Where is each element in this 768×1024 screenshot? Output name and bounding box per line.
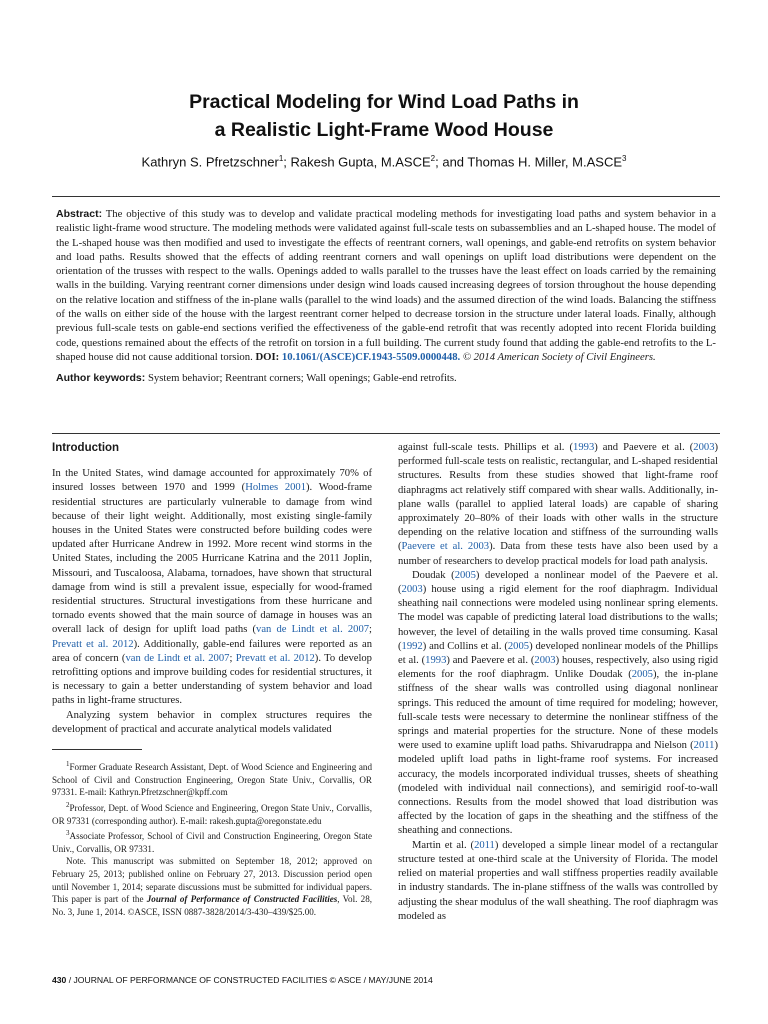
citation-link[interactable]: 2005 — [454, 569, 476, 581]
abstract-label: Abstract: — [56, 208, 103, 220]
citation-link[interactable]: Prevatt et al. 2012 — [52, 638, 134, 650]
citation-link[interactable]: 1993 — [425, 655, 447, 667]
abstract — [56, 207, 716, 364]
citation-link[interactable]: 2011 — [693, 740, 715, 752]
citation-link[interactable]: 2005 — [631, 669, 653, 681]
citation-link[interactable]: 2011 — [474, 839, 495, 851]
title-line-1: Practical Modeling for Wind Load Paths in — [189, 91, 579, 113]
abstract-text: The objective of this study was to develop and validate practical modeling methods for investigating load paths and system behavior in a realistic light-frame wood structure. The modeling methods were validated against full-scale tests on subassemblies and an L-shaped house. The model of the L-shaped house was then modified and used to investigate the effects of reentrant corners, wall openings, and gable-end retrofits on system behavior and load paths. Results showed that the effects of adding reentrant corners and wall openings on uplift load distributions were dependent on the orientation of the trusses with respect to the walls. Openings added to walls parallel to the trusses have the least effect on loads carried by the remaining walls in the building. Varying reentrant corner dimensions under design wind loads caused increasing degrees of torsion throughout the house depending on the relative location and stiffness of the in-plane walls (parallel to the wind loads) and the assumed direction of the wind loads. Balancing the stiffness of the walls on either side of the house with the largest reentrant corner helped to decrease torsion in the structure under lateral loads. Finally, although previous full-scale tests on gable-end sections verified the effectiveness of the gable-end retrofit that was recently adopted into recent Florida building code, questions remained about the effects of the retrofit on torsion in a full building. The current study found that adding the gable-end retrofits to the L-shaped house did not cause additional torsion. — [56, 208, 716, 363]
author-1: Kathryn S. Pfretzschner — [141, 154, 279, 170]
abstract-box — [52, 196, 720, 434]
doi-link[interactable]: 10.1061/(ASCE)CF.1943-5509.0000448. — [281, 350, 461, 363]
page-number: 430 — [52, 975, 67, 985]
left-column — [52, 441, 372, 918]
manuscript-note: Note. This manuscript was submitted on September 18, 2012; approved on February 25, 2013; published online on February 27, 2013. Discussion period open until November 1, 2014; separate discussions must be submitted for individual papers. This paper is part of the Journal of Performance of Constructed Facilities, Vol. 28, No. 3, June 1, 2014. ©ASCE, ISSN 0887-3828/2014/3-430–439/$25.00. — [52, 856, 373, 917]
citation-link[interactable]: 2003 — [534, 655, 556, 667]
author-1-sup: 1 — [278, 154, 284, 163]
footnote-2: $^2$Professor, Dept. of Wood Science and Engineering, Oregon State Univ., Corvallis, OR 97331 (corresponding author). E-mail: rakesh.gupta@oregonstate.edu — [52, 800, 372, 826]
body-paragraph-1: against full-scale tests. Phillips et al. (1993) and Paevere et al. (2003) performed full-scale tests on realistic, rectangular, and L-shaped residential structures. Results from these studies showed that light-frame roof diaphragms act relatively stiff compared with shear walls. Additionally, in-plane walls (parallel to applied lateral loads) are capable of sharing approximately 20–80% of their loads with other walls in the structure depending on the relative location and stiffness of the surrounding walls (Paevere et al. 2003). Data from these tests have also been used by a number of researchers to develop practical models for load path analysis. — [398, 442, 719, 567]
body-paragraph-2: Doudak (2005) developed a nonlinear model of the Paevere et al. (2003) house using a rigid element for the roof diaphragm. Individual sheathing nail connections were modeled using nonlinear spring elements. The model was capable of predicting lateral load distributions to the walls; however, the level of detailing in the walls proved time consuming. Kasal (1992) and Collins et al. (2005) developed nonlinear models of the Phillips et al. (1993) and Paevere et al. (2003) houses, respectively, also using rigid elements for the roof diaphragm. Unlike Doudak (2005), the in-plane stiffness of the shear walls was controlled using diagonal nonlinear springs. This reduced the amount of time required for modeling; however, full-scale tests were necessary to determine the nonlinear stiffness of the springs and material properties for the structure. None of these models were used to examine uplift load paths. Shivarudrappa and Nielson (2011) modeled uplift load paths in light-frame roof systems. For increased accuracy, the models incorporated individual trusses, sheets of sheathing (modeled with individual nail connections), and semirigid roof-to-wall connections. Results from the model showed that load distribution was affected by the location of gaps in the sheathing and the stiffness of the sheathing and connections. — [398, 569, 719, 837]
citation-link[interactable]: 2005 — [507, 640, 530, 652]
section-heading: Introduction — [52, 442, 120, 454]
keywords-label: Author keywords: — [56, 372, 146, 385]
author-3-sup: 3 — [622, 154, 627, 163]
author-2: ; Rakesh Gupta, M.ASCE — [283, 154, 431, 170]
citation-link[interactable]: 2003 — [401, 584, 423, 596]
intro-paragraph-2: Analyzing system behavior in complex structures requires the development of practical and accurate analytical models validated — [52, 709, 372, 735]
paper-title — [0, 88, 768, 144]
body-paragraph-3: Martin et al. (2011) developed a simple linear model of a rectangular structure tested at one-third scale at the University of Florida. The model relied on material properties and wall stiffness properties readily available in industry standards. The in-plane stiffness of the walls was controlled by adjusting the shear modulus of the wall sheathing. The roof diaphragm was modeled as — [398, 839, 718, 922]
citation-link[interactable]: Paevere et al. 2003 — [401, 541, 490, 553]
keywords — [56, 372, 716, 384]
footnote-1: $^1$Former Graduate Research Assistant, Dept. of Wood Science and Engineering and School of Civil and Construction Engineering, Oregon State Univ., Corvallis, OR 97331. E-mail: Kathryn.Pfretzschner@kpff.com — [52, 760, 372, 798]
copyright: © 2014 American Society of Civil Engineers. — [460, 350, 656, 363]
right-column — [398, 441, 718, 924]
author-2-sup: 2 — [430, 154, 436, 163]
intro-paragraph-1: In the United States, wind damage accounted for approximately 70% of insured losses between 1970 and 1999 (Holmes 2001). Wood-frame residential structures are particularly vulnerable to damage from wind because of their light weight. Additionally, most existing single-family houses in the United States were constructed before building codes were updated after Hurricane Andrew in 1992. More recent wind storms in the United States, including the 2005 Hurricane Katrina and the 2011 Joplin, Missouri, and Tuscaloosa, Alabama, tornadoes, have shown that structural damage from wind is still a prevalent issue, especially for wood-framed residential structures. Structural investigations from these hurricane and tornado events showed that the main source of damage in houses was an overall lack of design for uplift load paths (van de Lindt et al. 2007; Prevatt et al. 2012). Additionally, gable-end failures were reported as an area of concern (van de Lindt et al. 2007; Prevatt et al. 2012). To develop retrofitting options and improve building codes for residential structures, it is necessary to gain a better understanding of system behavior and load paths in light-frame structures. — [52, 468, 372, 707]
footnote-rule — [52, 749, 142, 750]
footnote-3: $^3$Associate Professor, School of Civil and Construction Engineering, Oregon State Univ., Corvallis, OR 97331. — [52, 829, 372, 854]
title-line-2: a Realistic Light-Frame Wood House — [214, 119, 554, 141]
keywords-text: System behavior; Reentrant corners; Wall openings; Gable-end retrofits. — [145, 372, 457, 385]
citation-link[interactable]: van de Lindt et al. 2007 — [256, 624, 370, 636]
citation-link[interactable]: 1992 — [401, 640, 423, 652]
author-line — [0, 154, 768, 169]
doi-label: DOI: — [255, 350, 280, 363]
page-footer — [52, 975, 720, 985]
citation-link[interactable]: 2003 — [693, 442, 715, 453]
citation-link[interactable]: Holmes 2001 — [245, 482, 307, 494]
author-3: ; and Thomas H. Miller, M.ASCE — [435, 154, 622, 170]
citation-link[interactable]: 1993 — [573, 442, 595, 453]
citation-link[interactable]: Prevatt et al. 2012 — [235, 652, 315, 664]
journal-footer: / JOURNAL OF PERFORMANCE OF CONSTRUCTED FACILITIES © ASCE / MAY/JUNE 2014 — [66, 975, 433, 985]
citation-link[interactable]: van de Lindt et al. 2007 — [125, 652, 230, 664]
